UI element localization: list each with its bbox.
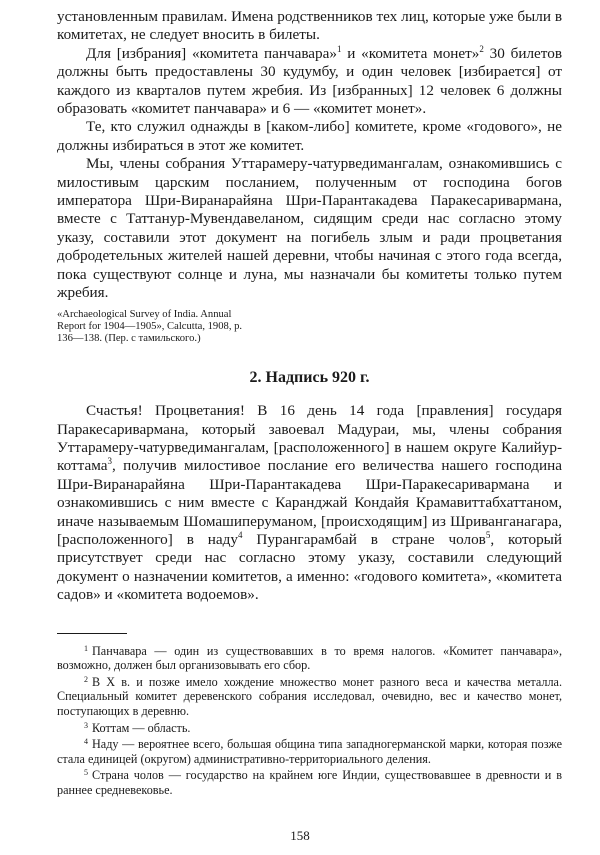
paragraph-inscription-920 xyxy=(57,402,562,604)
footnote-mark: 1 xyxy=(84,643,88,653)
paragraph-text: , получив милостивое послание его величества нашего господина Шри-Виранарайяна Шри-Парантакадева Шри-Паракесаривармана и ознакомившись с ним вместе с Каранджай Кондайя Крамавиттабхаттаном, иначе называемым Шомашиперуманом, [происходящим] из Шриванганагара, [расположенного] в наду xyxy=(57,457,562,548)
footnote-1 xyxy=(57,642,562,673)
footnote-mark: 4 xyxy=(84,737,88,747)
paragraph-text: и «комитета монет» xyxy=(341,44,480,62)
footnote-ref-5[interactable]: 5 xyxy=(485,529,491,540)
footnote-mark: 3 xyxy=(84,720,88,730)
footnote-text: Наду — вероятнее всего, большая община типа западногерманской марки, которая позже стала единицей (округом) административно-территориального деления. xyxy=(57,737,562,766)
footnote-ref-2[interactable]: 2 xyxy=(479,43,484,54)
paragraph-continuation: установленным правилам. Имена родственников тех лиц, которые уже были в комитетах, не следует вносить в билеты. xyxy=(57,8,562,44)
footnote-divider xyxy=(57,633,127,634)
footnote-mark: 5 xyxy=(84,768,88,778)
footnote-text: Панчавара — один из существовавших в то время налогов. «Комитет панчавара», возможно, должен был организовывать его сбор. xyxy=(57,643,562,673)
paragraph-text: Пурангарамбай в стране чолов xyxy=(242,530,486,548)
footnote-2 xyxy=(57,673,562,719)
footnote-mark: 2 xyxy=(84,674,88,684)
page-number: 158 xyxy=(290,828,310,843)
footnote-5 xyxy=(57,766,562,797)
footnote-ref-3[interactable]: 3 xyxy=(107,456,112,467)
footnotes-list xyxy=(57,642,562,798)
footnote-ref-1[interactable]: 1 xyxy=(336,43,342,54)
paragraph-text: Счастья! Процветания! В 16 день 14 года [правления] государя Паракесаривармана, который завоевал Мадураи, мы, члены собрания Уттарамеру-чатурведимангалам, [расположенного] в нашем округе Калийур-коттама xyxy=(57,402,562,475)
footnote-4 xyxy=(57,735,562,766)
source-citation: «Archaeological Survey of India. Annual Report for 1904—1905», Calcutta, 1908, p. 136—138. (Пер. с тамильского.) xyxy=(57,308,243,344)
paragraph-text: Для [избрания] «комитета панчавара» xyxy=(86,44,337,62)
paragraph-text: , который присутствует среди нас согласно этому указу, составили следующий документ о назначении комитетов, а именно: «годового комитета», «комитета садов» и «комитета водоемов». xyxy=(57,530,562,604)
section-heading: 2. Надпись 920 г. xyxy=(249,369,370,387)
footnote-text: В X в. и позже имело хождение множество монет разного веса и качества металла. Специальный комитет деревенского собрания исследовал, очевидно, вес и качество монет, поступающих в деревню. xyxy=(57,674,562,718)
footnote-3 xyxy=(57,719,562,736)
footnote-ref-4[interactable]: 4 xyxy=(237,529,243,540)
footnote-text: Коттам — область. xyxy=(92,720,191,735)
paragraph-restriction: Те, кто служил однажды в [каком-либо] комитете, кроме «годового», не должны избираться в этот же комитет. xyxy=(57,118,562,154)
paragraph-text: 30 билетов должны быть предоставлены 30 кудумбу, и один человек [избирается] от каждого из кварталов путем жребия. Из [избранных] 12 человек 6 должны образовать «комитет панчавара» и 6 — «комитет монет». xyxy=(57,44,562,118)
footnote-text: Страна чолов — государство на крайнем юге Индии, существовавшее в древности и в раннее средневековье. xyxy=(57,768,562,797)
paragraph-committee-election xyxy=(57,45,562,119)
paragraph-assembly-decision: Мы, члены собрания Уттарамеру-чатурведимангалам, ознакомившись с милостивым царским посланием, полученным от господина богов императора Шри-Виранарайяна Шри-Парантакадева Паракесаривармана, вместе с Таттанур-Мувендавеланом, сидящим среди нас согласно этому указу, составили этот документ на погибель злым и ради процветания добродетельных жителей нашей деревни, чтобы начиная с этого года всегда, пока существуют солнце и луна, мы назначали бы комитеты только путем жребия. xyxy=(57,155,562,302)
